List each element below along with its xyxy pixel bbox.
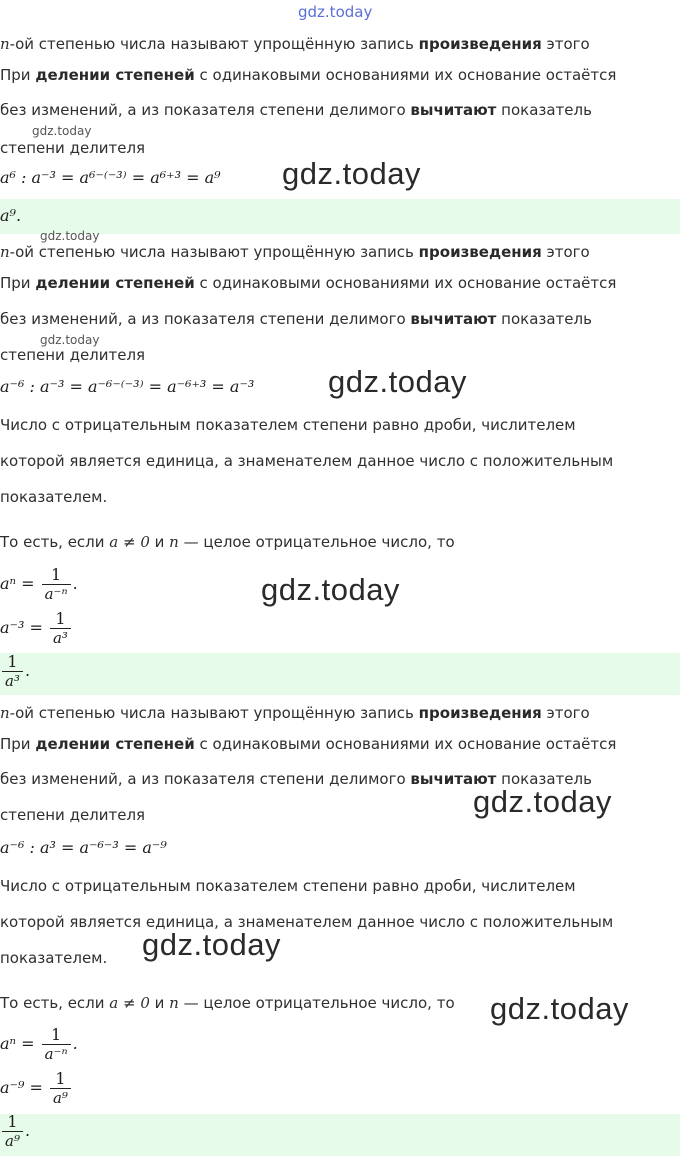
definition-line [0, 34, 590, 54]
example-lhs: a⁻³ = [0, 618, 43, 637]
denominator: a⁹ [5, 1132, 20, 1150]
negative-exp-line-2: которой является единица, а знаменателем данное число с положительным [0, 913, 614, 931]
rule-post: показатель [496, 310, 592, 328]
formula: a⁻⁶ : a⁻³ = a⁻⁶⁻⁽⁻³⁾ = a⁻⁶⁺³ = a⁻³ [0, 377, 255, 396]
rule-line-2 [0, 100, 592, 120]
condition-pre: То есть, если [0, 533, 110, 551]
rule-pre: без изменений, а из показателя степени делимого [0, 101, 411, 119]
rule-bold: вычитают [410, 101, 497, 119]
rule-post: с одинаковыми основаниями их основание остаётся [194, 274, 617, 292]
example-lhs: a⁻⁹ = [0, 1078, 43, 1097]
denominator: a³ [52, 629, 68, 647]
fraction [50, 1070, 71, 1107]
condition-and: и [149, 533, 170, 551]
watermark-small: gdz.today [32, 124, 92, 138]
condition-a: a ≠ 0 [109, 994, 150, 1012]
example-formula [0, 610, 73, 647]
watermark-big: gdz.today [142, 927, 281, 962]
answer-band [0, 653, 680, 695]
watermark-big: gdz.today [282, 156, 421, 191]
rule-bold: делении степеней [35, 274, 195, 292]
answer: $\frac{1}{\text{a⁹}}$ . [0, 1113, 30, 1150]
condition-n: n [169, 994, 179, 1012]
definition-bold: произведения [418, 35, 542, 53]
rule-formula: aⁿ = $\frac{1}{\text{a⁻ⁿ}}$ . [0, 1025, 78, 1063]
condition-line [0, 993, 455, 1013]
definition-bold: произведения [418, 243, 542, 261]
negative-exp-line-1: Число с отрицательным показателем степени равно дроби, числителем [0, 416, 576, 434]
rule-line-3: степени делителя [0, 806, 146, 824]
definition-line [0, 242, 590, 262]
answer-band [0, 199, 680, 234]
condition-and: и [149, 994, 170, 1012]
rule-bold: делении степеней [35, 735, 195, 753]
negative-exp-line-3: показателем. [0, 949, 108, 967]
watermark-small: gdz.today [40, 333, 100, 347]
definition-text: -ой степенью числа называют упрощённую запись [9, 35, 419, 53]
rule-pre: При [0, 735, 36, 753]
rule-bold: вычитают [410, 310, 497, 328]
rule-line-1 [0, 273, 616, 293]
watermark-big: gdz.today [473, 784, 612, 819]
answer: a⁹. [0, 206, 22, 225]
rule-pre: без изменений, а из показателя степени делимого [0, 770, 411, 788]
negative-exp-line-1: Число с отрицательным показателем степени равно дроби, числителем [0, 877, 576, 895]
definition-end: этого [541, 35, 590, 53]
denominator: a⁻ⁿ [44, 1045, 68, 1063]
rule-pre: При [0, 66, 36, 84]
watermark-big: gdz.today [328, 364, 467, 399]
example-formula [0, 1070, 73, 1107]
fraction [42, 1026, 71, 1063]
rule-line-1 [0, 734, 616, 754]
negative-exp-line-3: показателем. [0, 488, 108, 506]
formula: a⁶ : a⁻³ = a⁶⁻⁽⁻³⁾ = a⁶⁺³ = a⁹ [0, 168, 221, 187]
definition-text: -ой степенью числа называют упрощённую запись [9, 243, 419, 261]
fraction [42, 566, 71, 603]
rule-formula: aⁿ = $\frac{1}{\text{a⁻ⁿ}}$ . [0, 565, 78, 603]
definition-end: этого [541, 243, 590, 261]
rule-lhs: aⁿ = [0, 1034, 35, 1053]
formula: a⁻⁶ : a³ = a⁻⁶⁻³ = a⁻⁹ [0, 838, 167, 857]
rule-post: с одинаковыми основаниями их основание остаётся [194, 66, 617, 84]
numerator: 1 [42, 1026, 71, 1045]
numerator: 1 [2, 653, 23, 672]
rule-pre: При [0, 274, 36, 292]
condition-a: a ≠ 0 [109, 533, 150, 551]
definition-bold: произведения [418, 704, 542, 722]
rule-line-3: степени делителя [0, 139, 146, 157]
rule-line-2 [0, 309, 592, 329]
top-watermark: gdz.today [298, 3, 373, 21]
fraction [2, 653, 23, 690]
rule-post: с одинаковыми основаниями их основание остаётся [194, 735, 617, 753]
watermark-big: gdz.today [261, 572, 400, 607]
numerator: 1 [50, 610, 71, 629]
rule-bold: делении степеней [35, 66, 195, 84]
answer-band [0, 1114, 680, 1156]
numerator: 1 [50, 1070, 71, 1089]
var-n: n [0, 704, 10, 722]
fraction [50, 610, 71, 647]
watermark-big: gdz.today [490, 991, 629, 1026]
rule-lhs: aⁿ = [0, 574, 35, 593]
definition-line [0, 703, 590, 723]
rule-pre: без изменений, а из показателя степени делимого [0, 310, 411, 328]
condition-post: — целое отрицательное число, то [178, 533, 455, 551]
rule-post: показатель [496, 770, 592, 788]
negative-exp-line-2: которой является единица, а знаменателем данное число с положительным [0, 452, 614, 470]
rule-bold: вычитают [410, 770, 497, 788]
condition-post: — целое отрицательное число, то [178, 994, 455, 1012]
fraction [2, 1113, 23, 1150]
rule-line-1 [0, 65, 616, 85]
rule-post: показатель [496, 101, 592, 119]
condition-n: n [169, 533, 179, 551]
condition-pre: То есть, если [0, 994, 110, 1012]
var-n: n [0, 243, 10, 261]
definition-end: этого [541, 704, 590, 722]
numerator: 1 [2, 1113, 23, 1132]
denominator: a³ [5, 672, 20, 690]
definition-text: -ой степенью числа называют упрощённую запись [9, 704, 419, 722]
rule-line-3: степени делителя [0, 346, 146, 364]
condition-line [0, 532, 455, 552]
answer: $\frac{1}{\text{a³}}$ . [0, 653, 30, 690]
var-n: n [0, 35, 10, 53]
denominator: a⁻ⁿ [44, 585, 68, 603]
watermark-small: gdz.today [40, 229, 100, 243]
numerator: 1 [42, 566, 71, 585]
denominator: a⁹ [52, 1089, 68, 1107]
